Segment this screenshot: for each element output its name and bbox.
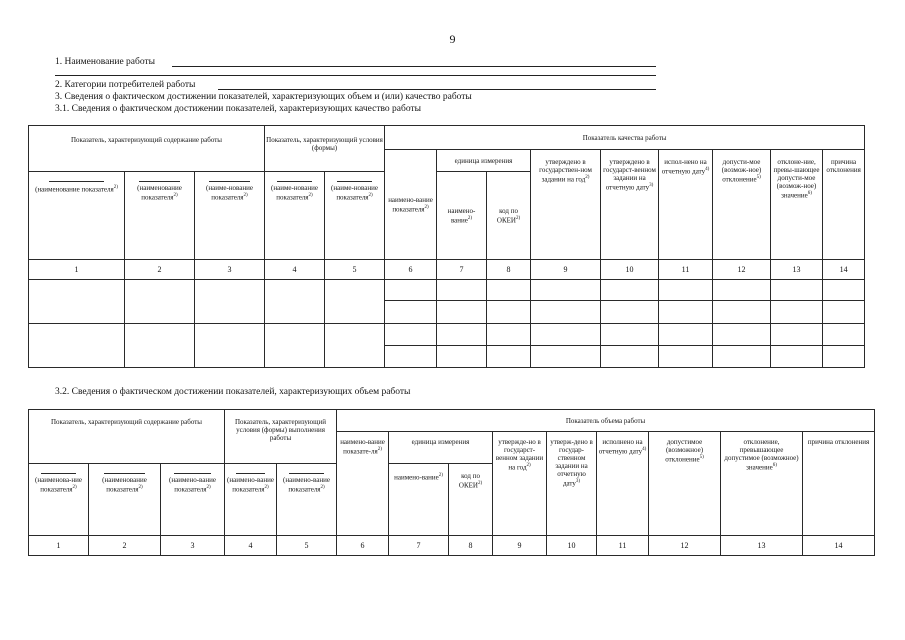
t2-sub-3: (наимено-вание показателя$^{2)}$	[161, 464, 225, 536]
line-work-name: 1. Наименование работы	[55, 57, 156, 67]
t1-cell[interactable]	[771, 324, 823, 346]
t2-col-number: 2	[89, 536, 161, 556]
t2-number-row	[29, 536, 875, 556]
t1-cell[interactable]	[531, 301, 601, 324]
t1-cell[interactable]	[659, 280, 713, 301]
t1-col-number: 2	[125, 260, 195, 280]
t2-header-conditions: Показатель, характеризующий условия (формы) выполнения работы	[225, 410, 337, 464]
t2-col-number: 9	[493, 536, 547, 556]
line-section-3-2: 3.2. Сведения о фактическом достижении показателей, характеризующих объем работы	[55, 387, 411, 397]
t2-header-exceed: отклонение, превышающее допустимое (возможное) значение$^{6)}$	[721, 432, 803, 536]
t1-cell[interactable]	[659, 301, 713, 324]
t1-sub-4: (наиме-нование показателя$^{2)}$	[265, 172, 325, 260]
t1-cell[interactable]	[125, 280, 195, 324]
t2-col-number: 12	[649, 536, 721, 556]
t2-col-number: 6	[337, 536, 389, 556]
t1-header-unit: единица измерения	[437, 150, 531, 172]
t1-cell[interactable]	[659, 346, 713, 368]
t1-header-quality: Показатель качества работы	[385, 126, 865, 150]
t1-cell[interactable]	[195, 280, 265, 324]
t2-header-volume: Показатель объема работы	[337, 410, 875, 432]
t1-cell[interactable]	[437, 324, 487, 346]
t1-cell[interactable]	[487, 324, 531, 346]
t2-col-number: 1	[29, 536, 89, 556]
t1-cell[interactable]	[385, 280, 437, 301]
t1-header-name: наимено-вание показателя$^{2)}$	[385, 150, 437, 260]
t1-col-number: 13	[771, 260, 823, 280]
t1-cell[interactable]	[713, 324, 771, 346]
t2-col-number: 11	[597, 536, 649, 556]
t2-header-approved-date: утверж-дено в государ-ственном задании на отчетную дату$^{3)}$	[547, 432, 597, 536]
t1-data-row	[29, 280, 865, 301]
t1-sub-3: (наиме-нование показателя$^{2)}$	[195, 172, 265, 260]
t1-sub-2: (наименование показателя$^{2)}$	[125, 172, 195, 260]
t2-col-number: 4	[225, 536, 277, 556]
t1-number-row	[29, 260, 865, 280]
t1-cell[interactable]	[713, 280, 771, 301]
t1-cell[interactable]	[437, 301, 487, 324]
t1-cell[interactable]	[265, 324, 325, 368]
t2-sub-2: (наименование показателя$^{2)}$	[89, 464, 161, 536]
t1-cell[interactable]	[713, 301, 771, 324]
t1-col-number: 6	[385, 260, 437, 280]
t2-sub-4: (наимено-вание показателя$^{2)}$	[225, 464, 277, 536]
t2-header-allowed: допустимое (возможное) отклонение$^{5)}$	[649, 432, 721, 536]
t1-cell[interactable]	[823, 346, 865, 368]
t2-col-number: 7	[389, 536, 449, 556]
t1-header-okei: код по ОКЕИ$^{2)}$	[487, 172, 531, 260]
t1-cell[interactable]	[385, 346, 437, 368]
t1-cell[interactable]	[823, 280, 865, 301]
line-section-3-1: 3.1. Сведения о фактическом достижении показателей, характеризующих качество работы	[55, 104, 422, 114]
t1-col-number: 7	[437, 260, 487, 280]
t1-cell[interactable]	[601, 301, 659, 324]
line-consumers: 2. Категории потребителей работы	[55, 80, 196, 90]
t1-cell[interactable]	[195, 324, 265, 368]
t1-header-allowed: допусти-мое (возмож-ное) отклонение$^{5)}$	[713, 150, 771, 260]
t2-header-unit: единица измерения	[389, 432, 493, 464]
page-number: 9	[449, 32, 456, 46]
t1-sub-1: (наименование показателя$^{2)}$	[29, 172, 125, 260]
t1-cell[interactable]	[531, 280, 601, 301]
t1-cell[interactable]	[771, 280, 823, 301]
t1-col-number: 11	[659, 260, 713, 280]
t1-cell[interactable]	[29, 280, 125, 324]
t1-col-number: 9	[531, 260, 601, 280]
t1-cell[interactable]	[713, 346, 771, 368]
t2-header-name: наимено-вание показате-$ля^{2)}$	[337, 432, 389, 536]
t2-header-reason: причина отклонения	[803, 432, 875, 536]
t2-col-number: 13	[721, 536, 803, 556]
t2-header-approved: утвержде-но в государст-венном задании на год$^{2)}$	[493, 432, 547, 536]
t1-cell[interactable]	[325, 280, 385, 324]
t1-header-conditions: Показатель, характеризующий условия (формы)	[265, 126, 385, 172]
t1-cell[interactable]	[325, 324, 385, 368]
t2-col-number: 5	[277, 536, 337, 556]
t2-sub-5: (наимено-вание показателя$^{2)}$	[277, 464, 337, 536]
t1-header-approved: утверждено в государствен-ном задании на год$^{2)}$	[531, 150, 601, 260]
t1-cell[interactable]	[771, 346, 823, 368]
t1-col-number: 5	[325, 260, 385, 280]
t1-col-number: 3	[195, 260, 265, 280]
t1-header-executed: испол-нено на отчетную дату$^{4)}$	[659, 150, 713, 260]
t1-cell[interactable]	[601, 346, 659, 368]
work-name-underline	[172, 66, 656, 67]
t1-cell[interactable]	[125, 324, 195, 368]
t1-data-row	[29, 324, 865, 346]
t1-cell[interactable]	[437, 346, 487, 368]
t2-col-number: 8	[449, 536, 493, 556]
t1-col-number: 4	[265, 260, 325, 280]
t2-sub-1: (наименова-ние показателя$^{2)}$	[29, 464, 89, 536]
t1-cell[interactable]	[265, 280, 325, 324]
t2-header-content: Показатель, характеризующий содержание работы	[29, 410, 225, 464]
t1-header-unit-name: наимено-вание$^{2)}$	[437, 172, 487, 260]
t1-header-content: Показатель, характеризующий содержание работы	[29, 126, 265, 172]
line-section-3: 3. Сведения о фактическом достижении показателей, характеризующих объем и (или) качество работы	[55, 92, 472, 102]
t1-col-number: 10	[601, 260, 659, 280]
t1-cell[interactable]	[823, 324, 865, 346]
t1-cell[interactable]	[385, 301, 437, 324]
t1-col-number: 8	[487, 260, 531, 280]
t2-col-number: 14	[803, 536, 875, 556]
work-name-underline-2	[55, 75, 656, 76]
t1-col-number: 12	[713, 260, 771, 280]
t1-sub-5: (наиме-нование показателя$^{2)}$	[325, 172, 385, 260]
t1-col-number: 1	[29, 260, 125, 280]
t1-header-exceed: отклоне-ние, превы-шающее допусти-мое (возмож-ное) значение$^{6)}$	[771, 150, 823, 260]
t2-header-executed: исполнено на отчетную дату$^{4)}$	[597, 432, 649, 536]
quality-table	[28, 125, 865, 368]
t2-header-okei: код по ОКЕИ$^{2)}$	[449, 464, 493, 536]
t1-cell[interactable]	[823, 301, 865, 324]
t1-cell[interactable]	[601, 324, 659, 346]
t1-cell[interactable]	[771, 301, 823, 324]
t1-cell[interactable]	[437, 280, 487, 301]
t1-cell[interactable]	[531, 324, 601, 346]
t1-cell[interactable]	[531, 346, 601, 368]
t1-cell[interactable]	[29, 324, 125, 368]
t1-header-reason: причина отклонения	[823, 150, 865, 260]
t1-cell[interactable]	[487, 280, 531, 301]
t2-col-number: 10	[547, 536, 597, 556]
t1-cell[interactable]	[487, 346, 531, 368]
t1-col-number: 14	[823, 260, 865, 280]
t2-header-unit-name: наимено-вание$^{2)}$	[389, 464, 449, 536]
t1-cell[interactable]	[601, 280, 659, 301]
volume-table	[28, 409, 875, 556]
t1-cell[interactable]	[487, 301, 531, 324]
t1-cell[interactable]	[385, 324, 437, 346]
t1-cell[interactable]	[659, 324, 713, 346]
consumers-underline	[218, 89, 656, 90]
t2-col-number: 3	[161, 536, 225, 556]
t1-header-approved-date: утверждено в государст-венном задании на отчетную дату$^{3)}$	[601, 150, 659, 260]
